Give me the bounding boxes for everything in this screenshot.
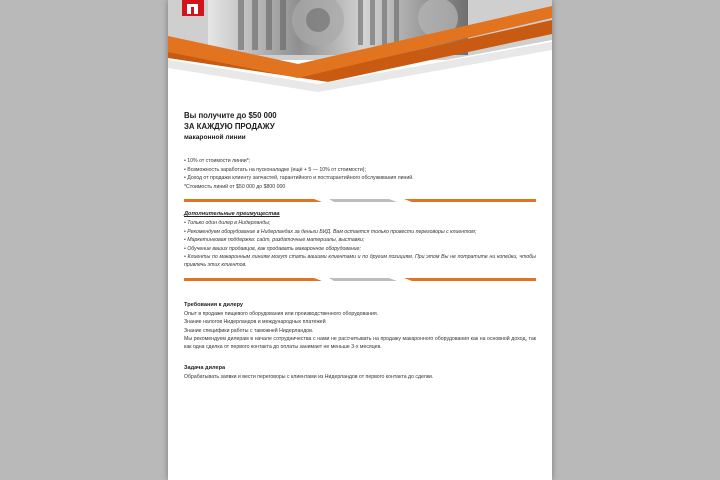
- list-item: • Доход от продажи клиенту запчастей, гарантийного и постгарантийного обслуживания линий.: [184, 175, 414, 182]
- requirements-section: [184, 301, 536, 352]
- headline-line3: макаронной линии: [184, 134, 246, 141]
- task-section: [184, 364, 536, 381]
- text-line: Обрабатывать заявки и вести переговоры с клиентами из Нидерландов от первого контакта до сделки.: [184, 373, 434, 380]
- banner-graphic: [168, 0, 552, 100]
- text-line: Знание налогов Нидерландов и международных платежей: [184, 319, 326, 326]
- divider: [184, 276, 536, 283]
- list-item: *Стоимость линий от $50 000 до $800 000: [184, 183, 286, 190]
- list-item: • Только один дилер в Нидерланды;: [184, 220, 271, 227]
- text-line: Мы рекомендуем дилерам в начале сотрудничества с нами не рассчитывать на продажу макаронного оборудования как на основной доход, так как одна сделка от первого контакта до оплаты занимает не меньше 3-х месяцев.: [184, 336, 536, 351]
- list-item: • Маркетинговая поддержка: сайт, раздаточные материалы, выставки;: [184, 237, 365, 244]
- headline-line2: ЗА КАЖДУЮ ПРОДАЖУ: [184, 122, 275, 131]
- section-title: Дополнительные преимущества: [184, 211, 280, 218]
- divider: [184, 197, 536, 204]
- list-item: • Клиенты по макаронным линиям могут стать вашими клиентами и по другим позициям. При этом Вы не потратите ни копейки, чтобы привлечь этих клиентов.: [184, 254, 536, 269]
- advantages-section: [184, 210, 536, 269]
- text-line: Опыт в продаже пищевого оборудования или производственного оборудования.: [184, 310, 379, 317]
- content: [184, 110, 536, 381]
- benefits-list: [184, 157, 536, 191]
- list-item: • Возможность заработать на пусконаладке (ещё + 5 — 10% от стоимости);: [184, 166, 366, 173]
- section-title: Задача дилера: [184, 364, 226, 371]
- logo-icon: [182, 0, 204, 16]
- document-page: [168, 0, 552, 480]
- text-line: Знание специфики работы с таможней Нидерландов.: [184, 327, 314, 334]
- list-item: • Обучение ваших продавцов, как продавать макаронное оборудование;: [184, 245, 361, 252]
- section-title: Требования к дилеру: [184, 301, 244, 308]
- headline-line1: Вы получите до $50 000: [184, 111, 277, 120]
- list-item: • Рекомендуем оборудование в Нидерландах за деньги БИД. Вам остается только провести переговоры с клиентом;: [184, 228, 477, 235]
- list-item: • 10% от стоимости линии*;: [184, 158, 251, 164]
